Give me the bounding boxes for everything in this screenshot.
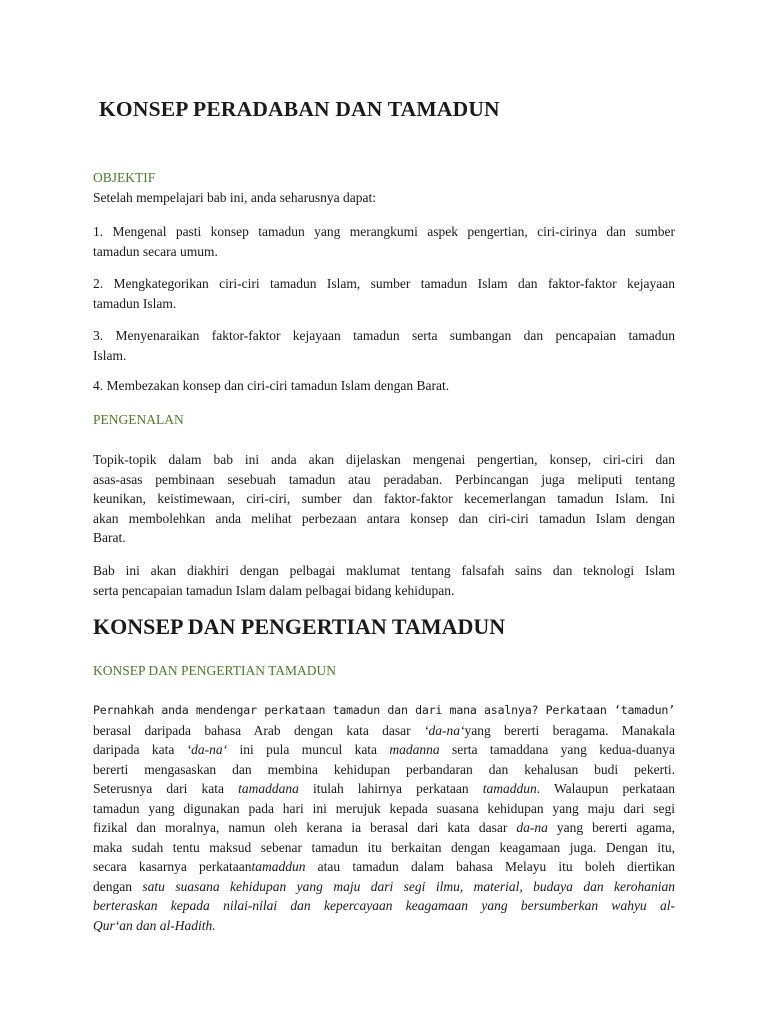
text-run: itulah lahirnya perkataan [298, 781, 483, 796]
text-run: secara kasarnya perkataan [93, 859, 252, 874]
pengenalan-paragraph-2 [93, 561, 675, 600]
pengenalan-p1-line: keunikan, keistimewaan, ciri-ciri, sumber dan faktor-faktor kecemerlangan tamadun Islam. Ini [93, 491, 675, 506]
section-subheading: KONSEP DAN PENGERTIAN TAMADUN [93, 663, 336, 678]
objective-item-3 [93, 326, 675, 365]
pengenalan-p1-line: Barat. [93, 530, 126, 545]
pengenalan-p1-line: akan membolehkan anda melihat perbezaan antara konsep dan ciri-ciri tamadun Islam dengan [93, 510, 675, 526]
section-title: KONSEP DAN PENGERTIAN TAMADUN [93, 614, 506, 639]
italic-run: madanna [389, 742, 440, 757]
text-run: atau tamadun dalam bahasa Melayu itu boleh diertikan [305, 859, 675, 874]
objective-item-2-line-1: 2. Mengkategorikan ciri-ciri tamadun Islam, sumber tamadun Islam dan faktor-faktor kejayaan [93, 276, 675, 291]
objektif-intro: Setelah mempelajari bab ini, anda seharusnya dapat: [93, 190, 377, 205]
paragraph-line-3 [93, 740, 675, 760]
pengenalan-paragraph-1 [93, 450, 675, 548]
text-run: dengan [93, 878, 143, 894]
paragraph-line-11 [93, 896, 675, 916]
italic-run: ‘da-na‘ [423, 722, 465, 738]
italic-run: tamaddana [238, 781, 299, 796]
pengenalan-p2-line: Bab ini akan diakhiri dengan pelbagai maklumat tentang falsafah sains dan teknologi Islam [93, 563, 675, 578]
text-run: . Walaupun perkataan [536, 781, 675, 796]
objective-item-2-line-2: tamadun Islam. [93, 295, 177, 311]
paragraph-line-6 [93, 799, 675, 819]
page-title: KONSEP PERADABAN DAN TAMADUN [99, 97, 500, 121]
text-run: yang bererti beragama. Manakala [464, 722, 676, 738]
italic-run: berteraskan kepada nilai-nilai dan kepercayaan keagamaan yang bersumberkan wahyu al- [93, 898, 675, 913]
text-run: maka sudah tentu maksud sebenar tamadun itu berkaitan dengan keagamaan juga. Dengan itu, [93, 839, 675, 855]
text-run: ini pula muncul kata [227, 742, 390, 757]
italic-run: satu suasana kehidupan yang maju dari segi ilmu, material, budaya dan kerohanian [142, 878, 675, 894]
objektif-heading: OBJEKTIF [93, 170, 156, 185]
italic-run: da-na [516, 820, 548, 835]
paragraph-line-4 [93, 760, 675, 780]
text-run: yang bererti agama, [547, 820, 675, 835]
text-run: berasal daripada bahasa Arab dengan kata dasar [93, 722, 424, 738]
paragraph-line-7 [93, 818, 675, 838]
italic-run: ‘da-na‘ [186, 742, 228, 757]
objective-item-4: 4. Membezakan konsep dan ciri-ciri tamadun Islam dengan Barat. [93, 378, 450, 393]
paragraph-line-2 [93, 721, 675, 741]
text-run: Pernahkah anda mendengar perkataan tamadun dan dari mana asalnya? Perkataan ‘tamadun’ [93, 703, 675, 717]
text-run: daripada kata [93, 742, 187, 757]
paragraph-line-1 [93, 701, 675, 721]
pengenalan-p1-line: Topik-topik dalam bab ini anda akan dijelaskan mengenai pengertian, konsep, ciri-ciri dan [93, 452, 675, 467]
paragraph-line-5 [93, 779, 675, 799]
objective-item-1-line-1: 1. Mengenal pasti konsep tamadun yang merangkumi aspek pengertian, ciri-cirinya dan sumber [93, 224, 675, 239]
objective-item-3-line-1: 3. Menyenaraikan faktor-faktor kejayaan tamadun serta sumbangan dan pencapaian tamadun [93, 328, 675, 343]
objective-item-2 [93, 274, 675, 313]
text-run: bererti mengasaskan dan membina kehidupan perbandaran dan kehalusan budi pekerti. [93, 761, 675, 777]
paragraph-line-12 [93, 916, 675, 936]
objective-item-1 [93, 222, 675, 261]
paragraph-line-9 [93, 857, 675, 877]
pengenalan-p2-line: serta pencapaian tamadun Islam dalam pelbagai bidang kehidupan. [93, 582, 455, 598]
italic-run: tamaddun [482, 781, 537, 796]
text-run: tamadun yang digunakan pada hari ini merujuk kepada suasana kehidupan yang maju dari segi [93, 800, 675, 816]
pengenalan-heading: PENGENALAN [93, 412, 184, 427]
section-paragraph [93, 701, 675, 935]
text-run: fizikal dan moralnya, namun oleh kerana ia berasal dari kata dasar [93, 820, 517, 835]
italic-run: Qur‘an dan al-Hadith. [93, 917, 216, 933]
paragraph-line-10 [93, 877, 675, 897]
pengenalan-p1-line: asas-asas pembinaan sesebuah tamadun atau peradaban. Perbincangan juga meliputi tentang [93, 471, 675, 487]
text-run: Seterusnya dari kata [93, 781, 239, 796]
objective-item-3-line-2: Islam. [93, 347, 127, 363]
text-run: serta tamaddana yang kedua-duanya [439, 742, 675, 757]
objective-item-1-line-2: tamadun secara umum. [93, 243, 218, 259]
paragraph-line-8 [93, 838, 675, 858]
italic-run: tamaddun [251, 859, 306, 874]
